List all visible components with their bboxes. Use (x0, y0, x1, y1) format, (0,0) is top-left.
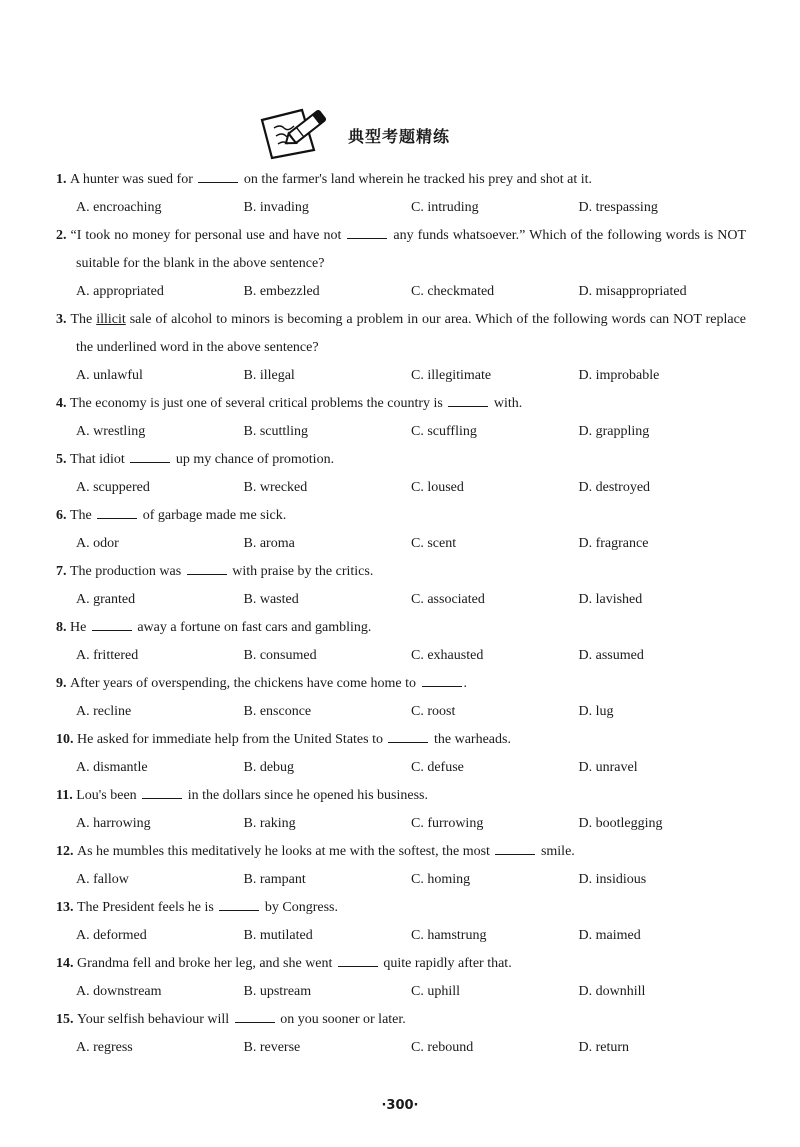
question-number: 3. (56, 312, 71, 327)
question-number: 11. (56, 788, 77, 803)
underlined-word: illicit (96, 312, 126, 327)
option-d: D. maimed (578, 928, 641, 943)
question-stem (56, 726, 746, 754)
question-text: in the dollars since he opened his business. (184, 788, 428, 803)
question-number: 4. (56, 396, 70, 411)
question-stem (56, 502, 746, 530)
option-c: C. checkmated (411, 284, 495, 299)
question-8 (56, 614, 746, 670)
question-9 (56, 670, 746, 726)
question-number: 5. (56, 452, 70, 467)
question-text: up my chance of promotion. (172, 452, 335, 467)
option-d: D. lavished (578, 592, 643, 607)
question-stem (56, 306, 746, 362)
option-d: D. downhill (578, 984, 646, 999)
answer-blank (142, 786, 182, 799)
option-c: C. exhausted (411, 648, 484, 663)
option-row (56, 978, 746, 1006)
pen-paper-icon (258, 98, 338, 162)
option-a: A. downstream (76, 984, 162, 999)
option-b: B. reverse (243, 1040, 301, 1055)
option-b: B. consumed (243, 648, 317, 663)
question-stem (56, 894, 746, 922)
answer-blank (448, 394, 488, 407)
option-a: A. dismantle (76, 760, 148, 775)
option-c: C. associated (411, 592, 485, 607)
option-a: A. granted (76, 592, 136, 607)
option-d: D. trespassing (578, 200, 658, 215)
option-c: C. loused (411, 480, 464, 495)
question-number: 9. (56, 676, 70, 691)
question-number: 7. (56, 564, 70, 579)
question-text: The (70, 312, 97, 327)
option-b: B. wasted (243, 592, 299, 607)
question-text: Grandma fell and broke her leg, and she went (77, 956, 336, 971)
question-number: 6. (56, 508, 70, 523)
question-stem (56, 558, 746, 586)
option-row (56, 474, 746, 502)
question-stem (56, 838, 746, 866)
question-number: 10. (56, 732, 77, 747)
option-c: C. furrowing (411, 816, 484, 831)
answer-blank (235, 1010, 275, 1023)
option-a: A. fallow (76, 872, 129, 887)
option-a: A. appropriated (76, 284, 164, 299)
question-text: with. (490, 396, 523, 411)
answer-blank (495, 842, 535, 855)
question-stem (56, 222, 746, 278)
option-d: D. grappling (578, 424, 650, 439)
section-header (258, 98, 558, 162)
answer-blank (388, 730, 428, 743)
question-text: The President feels he is (77, 900, 218, 915)
answer-blank (97, 506, 137, 519)
question-text: away a fortune on fast cars and gambling. (133, 620, 372, 635)
question-12 (56, 838, 746, 894)
question-text: “I took no money for personal use and have not (70, 228, 346, 243)
option-c: C. scuffling (411, 424, 477, 439)
answer-blank (198, 170, 238, 183)
option-a: A. encroaching (76, 200, 162, 215)
option-row (56, 810, 746, 838)
option-c: C. homing (411, 872, 471, 887)
section-title: 典型考题精练 (348, 126, 451, 146)
question-text: The (70, 508, 96, 523)
option-b: B. aroma (243, 536, 295, 551)
option-a: A. frittered (76, 648, 139, 663)
option-b: B. embezzled (243, 284, 320, 299)
option-d: D. unravel (578, 760, 638, 775)
question-text: As he mumbles this meditatively he looks at me with the softest, the most (77, 844, 494, 859)
page-number: ·300· (381, 1098, 419, 1113)
question-number: 15. (56, 1012, 77, 1027)
option-b: B. debug (243, 760, 295, 775)
question-number: 2. (56, 228, 71, 243)
answer-blank (130, 450, 170, 463)
question-text: with praise by the critics. (228, 564, 374, 579)
option-b: B. upstream (243, 984, 312, 999)
question-text: on the farmer's land wherein he tracked his prey and shot at it. (240, 172, 593, 187)
option-row (56, 362, 746, 390)
option-b: B. invading (243, 200, 309, 215)
answer-blank (92, 618, 132, 631)
option-d: D. return (578, 1040, 630, 1055)
option-row (56, 530, 746, 558)
question-text: The economy is just one of several critical problems the country is (70, 396, 447, 411)
option-c: C. roost (411, 704, 456, 719)
option-row (56, 1034, 746, 1062)
question-text: . (463, 676, 467, 691)
question-15 (56, 1006, 746, 1062)
option-b: B. mutilated (243, 928, 313, 943)
option-c: C. intruding (411, 200, 479, 215)
option-d: D. assumed (578, 648, 644, 663)
option-c: C. hamstrung (411, 928, 487, 943)
question-number: 8. (56, 620, 70, 635)
question-stem (56, 670, 746, 698)
option-b: B. wrecked (243, 480, 308, 495)
answer-blank (219, 898, 259, 911)
option-row (56, 194, 746, 222)
option-b: B. raking (243, 816, 296, 831)
answer-blank (422, 674, 462, 687)
question-text: Lou's been (76, 788, 141, 803)
question-text: That idiot (70, 452, 129, 467)
question-2 (56, 222, 746, 306)
question-text: smile. (537, 844, 575, 859)
question-text: on you sooner or later. (276, 1012, 406, 1027)
option-c: C. illegitimate (411, 368, 492, 383)
question-text: A hunter was sued for (70, 172, 197, 187)
question-text: of garbage made me sick. (139, 508, 287, 523)
question-10 (56, 726, 746, 782)
option-d: D. destroyed (578, 480, 651, 495)
option-b: B. illegal (243, 368, 295, 383)
question-3 (56, 306, 746, 390)
question-text: the warheads. (430, 732, 511, 747)
option-row (56, 922, 746, 950)
question-number: 12. (56, 844, 77, 859)
option-row (56, 698, 746, 726)
question-5 (56, 446, 746, 502)
question-stem (56, 782, 746, 810)
question-list (56, 166, 746, 1062)
option-row (56, 418, 746, 446)
question-text: sale of alcohol to minors is becoming a problem in our area. Which of the following words can NOT replace the underlined word in the above sentence? (76, 312, 747, 355)
question-text: After years of overspending, the chickens have come home to (70, 676, 420, 691)
option-d: D. insidious (578, 872, 647, 887)
question-text: quite rapidly after that. (379, 956, 512, 971)
option-row (56, 642, 746, 670)
question-1 (56, 166, 746, 222)
option-d: D. bootlegging (578, 816, 663, 831)
question-text: any funds whatsoever.” Which of the following words is NOT suitable for the blank in the above sentence? (76, 228, 747, 271)
answer-blank (187, 562, 227, 575)
option-row (56, 586, 746, 614)
option-a: A. wrestling (76, 424, 146, 439)
option-row (56, 866, 746, 894)
question-stem (56, 614, 746, 642)
option-c: C. rebound (411, 1040, 474, 1055)
question-text: He (70, 620, 90, 635)
question-number: 13. (56, 900, 77, 915)
option-c: C. defuse (411, 760, 464, 775)
question-stem (56, 446, 746, 474)
option-a: A. regress (76, 1040, 133, 1055)
option-b: B. scuttling (243, 424, 309, 439)
question-13 (56, 894, 746, 950)
option-d: D. fragrance (578, 536, 649, 551)
question-stem (56, 390, 746, 418)
option-row (56, 278, 746, 306)
option-a: A. recline (76, 704, 132, 719)
option-b: B. ensconce (243, 704, 312, 719)
option-a: A. deformed (76, 928, 147, 943)
question-text: The production was (70, 564, 185, 579)
question-stem (56, 166, 746, 194)
option-d: D. improbable (578, 368, 660, 383)
question-4 (56, 390, 746, 446)
option-row (56, 754, 746, 782)
question-text: by Congress. (261, 900, 338, 915)
option-b: B. rampant (243, 872, 306, 887)
question-stem (56, 950, 746, 978)
question-text: He asked for immediate help from the United States to (77, 732, 387, 747)
option-c: C. scent (411, 536, 457, 551)
question-stem (56, 1006, 746, 1034)
answer-blank (338, 954, 378, 967)
option-a: A. unlawful (76, 368, 143, 383)
question-text: Your selfish behaviour will (77, 1012, 233, 1027)
option-d: D. misappropriated (578, 284, 687, 299)
option-a: A. scuppered (76, 480, 150, 495)
question-7 (56, 558, 746, 614)
option-a: A. harrowing (76, 816, 151, 831)
option-a: A. odor (76, 536, 119, 551)
option-c: C. uphill (411, 984, 461, 999)
question-number: 1. (56, 172, 70, 187)
question-number: 14. (56, 956, 77, 971)
option-d: D. lug (578, 704, 614, 719)
question-14 (56, 950, 746, 1006)
answer-blank (347, 226, 387, 239)
question-6 (56, 502, 746, 558)
question-11 (56, 782, 746, 838)
